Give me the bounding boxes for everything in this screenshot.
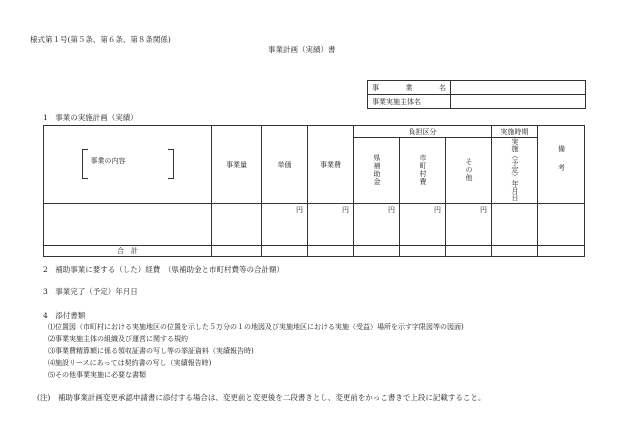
project-name-value[interactable] [451,81,586,95]
form-number: 様式第１号(第５条、第６条、第８条関係) [30,35,171,44]
pref-subsidy-header: 県補助金 [354,138,400,204]
info-row-implementer [368,95,586,109]
section-1-heading: 1 事業の実施計画（実績） [43,113,138,122]
project-name-label-char: 業 [405,83,413,92]
total-pref-subsidy-cell[interactable] [354,246,400,257]
period-sub-header: 実施（予定）年月日 [492,138,538,204]
quantity-header: 事業量 [212,126,262,204]
plan-table [43,125,585,257]
unit-price-cell[interactable]: 円 [262,204,308,246]
cost-cell[interactable]: 円 [308,204,354,246]
content-bracket [82,149,174,179]
data-row [44,204,585,246]
remarks-cell[interactable] [538,204,585,246]
project-name-label-char: 名 [439,83,446,92]
attachment-item: ⑶事業費精算額に係る領収証書の写し等の挙証資料（実績報告時) [48,347,254,355]
section-2: 2 補助事業に要する（した）経費 （県補助金と市町村費等の合計額） [43,265,285,274]
note: (注) 補助事業計画変更承認申請書に添付する場合は、変更前と変更後を二段書きとし、変更前をかっこ書きで上段に記載すること。 [37,393,486,402]
content-cell[interactable] [44,204,212,246]
content-header [44,126,212,204]
total-period-cell[interactable] [492,246,538,257]
remarks-header: 備考 [538,126,585,204]
attachment-item: ⑴位置図（市町村における実施地区の位置を示した５万分の１の地図及び実施地区における実施（受益）場所を示す字限図等の図面) [48,323,464,331]
total-remarks-cell[interactable] [538,246,585,257]
total-municipal-cell[interactable] [400,246,446,257]
attachment-item: ⑷施設リースにあっては契約書の写し（実績報告時) [48,359,212,367]
project-name-label [368,81,451,95]
quantity-cell[interactable] [212,204,262,246]
pref-subsidy-cell[interactable]: 円 [354,204,400,246]
period-header: 実施時期 [492,126,538,138]
total-row [44,246,585,257]
other-cell[interactable]: 円 [446,204,492,246]
cost-header: 事業費 [308,126,354,204]
period-cell[interactable] [492,204,538,246]
municipal-header: 市町村費 [400,138,446,204]
document-title: 事業計画（実績）書 [268,45,336,54]
project-name-label-char: 事 [372,83,379,92]
total-other-cell[interactable] [446,246,492,257]
info-table [367,80,586,109]
section-4-heading: 4 添付書類 [43,311,86,320]
content-label: 事業の内容 [90,156,126,165]
info-row-project-name [368,81,586,95]
other-header: その他 [446,138,492,204]
share-header: 負担区分 [354,126,492,138]
implementer-value[interactable] [451,95,586,109]
total-unit-price-cell[interactable] [262,246,308,257]
total-quantity-cell[interactable] [212,246,262,257]
municipal-cell[interactable]: 円 [400,204,446,246]
implementer-label: 事業実施主体名 [368,95,451,109]
section-3: 3 事業完了（予定）年月日 [43,287,138,296]
attachment-item: ⑵事業実施主体の組織及び運営に関する規約 [48,335,188,343]
total-label: 合 計 [44,246,212,257]
attachment-item: ⑸その他事業実施に必要な書類 [48,371,146,379]
total-cost-cell[interactable] [308,246,354,257]
unit-price-header: 単価 [262,126,308,204]
